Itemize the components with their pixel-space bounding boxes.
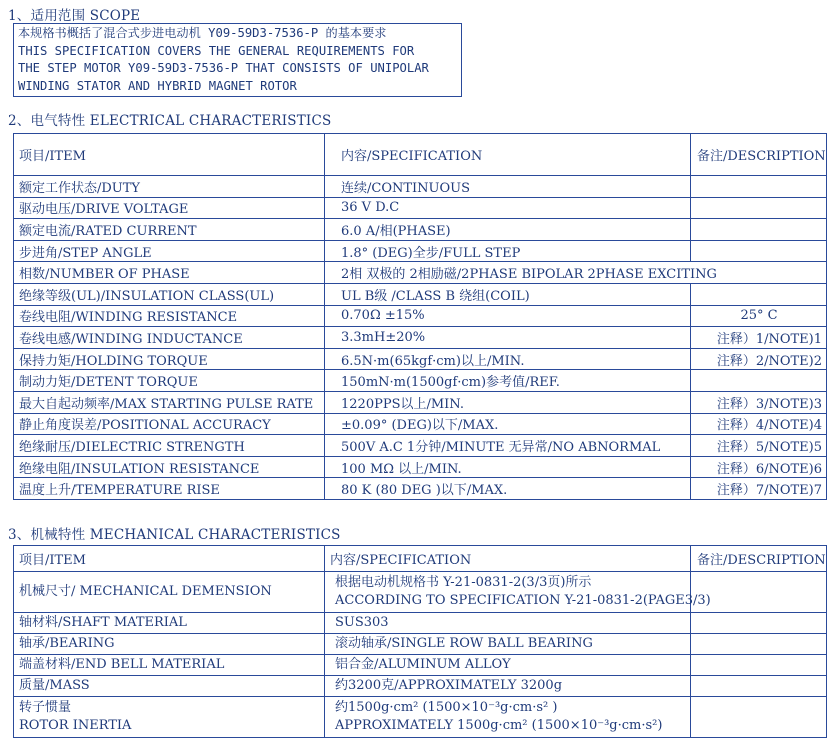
item-cell: 保持力矩/HOLDING TORQUE [14,348,325,370]
table-row [14,391,827,413]
description-cell: 注释）7/NOTE)7 [691,478,827,500]
header-description: 备注/DESCRIPTION [691,546,827,572]
table-row [14,655,827,676]
table-header-row [14,134,827,176]
item-cell: 卷线电感/WINDING INDUCTANCE [14,327,325,349]
header-spec: 内容/SPECIFICATION [325,546,691,572]
description-cell [691,613,827,634]
item-cell: 绝缘等级(UL)/INSULATION CLASS(UL) [14,283,325,305]
spec-cell: UL B级 /CLASS B 绕组(COIL) [325,283,691,305]
item-line: 转子惯量 [19,700,72,715]
table-row [14,262,827,284]
description-cell [691,240,827,262]
item-cell: 最大自起动频率/MAX STARTING PULSE RATE [14,391,325,413]
spec-cell: 1.8° (DEG)全步/FULL STEP [325,240,691,262]
spec-line: SUS303 [335,615,389,630]
item-cell: 制动力矩/DETENT TORQUE [14,370,325,392]
item-cell [14,572,325,613]
table-row [14,572,827,613]
description-cell [691,634,827,655]
description-cell [691,697,827,738]
table-row [14,697,827,738]
spec-line: 根据电动机规格书 Y-21-0831-2(3/3页)所示 [335,575,592,590]
description-cell [691,176,827,198]
spec-cell: 0.70Ω ±15% [325,305,691,327]
scope-line: THE STEP MOTOR Y09-59D3-7536-P THAT CONSISTS OF UNIPOLAR [18,61,429,76]
item-line: 机械尺寸/ MECHANICAL DEMENSION [19,584,272,599]
scope-line: WINDING STATOR AND HYBRID MAGNET ROTOR [18,78,297,93]
item-line: 轴材料/SHAFT MATERIAL [19,615,187,630]
spec-cell: ±0.09° (DEG)以下/MAX. [325,413,691,435]
description-cell [691,655,827,676]
table-row [14,370,827,392]
item-line: 端盖材料/END BELL MATERIAL [19,657,225,672]
section-3-title: 3、机械特性 MECHANICAL CHARACTERISTICS [8,527,341,543]
header-item: 项目/ITEM [14,134,325,176]
table-row [14,197,827,219]
description-cell [691,219,827,241]
item-cell: 步进角/STEP ANGLE [14,240,325,262]
description-cell [691,370,827,392]
description-cell: 注释）3/NOTE)3 [691,391,827,413]
description-cell: 注释）5/NOTE)5 [691,435,827,457]
item-cell: 驱动电压/DRIVE VOLTAGE [14,197,325,219]
table-row [14,478,827,500]
section-2-title: 2、电气特性 ELECTRICAL CHARACTERISTICS [8,113,332,129]
item-line: ROTOR INERTIA [19,718,132,733]
description-cell [691,283,827,305]
spec-cell: 连续/CONTINUOUS [325,176,691,198]
electrical-table [13,133,827,500]
item-cell [14,613,325,634]
spec-cell [325,655,691,676]
description-cell: 注释）4/NOTE)4 [691,413,827,435]
spec-cell: 80 K (80 DEG )以下/MAX. [325,478,691,500]
item-cell: 卷线电阻/WINDING RESISTANCE [14,305,325,327]
item-line: 轴承/BEARING [19,636,115,651]
spec-line: 约3200克/APPROXIMATELY 3200g [335,678,563,693]
header-spec: 内容/SPECIFICATION [325,134,691,176]
section-1-title: 1、适用范围 SCOPE [8,8,141,24]
item-cell: 额定工作状态/DUTY [14,176,325,198]
table-row [14,613,827,634]
spec-cell [325,697,691,738]
spec-cell [325,572,711,613]
spec-line: ACCORDING TO SPECIFICATION Y-21-0831-2(PAGE3/3) [335,593,711,608]
spec-cell: 3.3mH±20% [325,327,691,349]
description-cell [691,676,827,697]
table-row [14,219,827,241]
spec-cell [325,634,691,655]
spec-line: 铝合金/ALUMINUM ALLOY [335,657,511,672]
item-cell: 温度上升/TEMPERATURE RISE [14,478,325,500]
item-line: 质量/MASS [19,678,90,693]
spec-cell: 500V A.C 1分钟/MINUTE 无异常/NO ABNORMAL [325,435,691,457]
table-row [14,327,827,349]
description-cell: 注释）1/NOTE)1 [691,327,827,349]
scope-line: THIS SPECIFICATION COVERS THE GENERAL REQUIREMENTS FOR [18,43,415,58]
table-row [14,456,827,478]
table-row [14,176,827,198]
spec-cell: 1220PPS以上/MIN. [325,391,691,413]
mechanical-table [13,545,827,738]
spec-line: APPROXIMATELY 1500g·cm² (1500×10⁻³g·cm·s²) [335,718,663,733]
table-row [14,634,827,655]
description-cell: 25° C [691,305,827,327]
spec-cell: 36 V D.C [325,197,691,219]
item-cell [14,634,325,655]
header-description: 备注/DESCRIPTION [691,134,827,176]
item-cell [14,697,325,738]
spec-cell: 6.0 A/相(PHASE) [325,219,691,241]
description-cell: 注释）2/NOTE)2 [691,348,827,370]
spec-cell [325,613,691,634]
table-row [14,413,827,435]
table-row [14,240,827,262]
table-row [14,305,827,327]
table-row [14,348,827,370]
item-cell: 绝缘耐压/DIELECTRIC STRENGTH [14,435,325,457]
table-header-row [14,546,827,572]
item-cell: 额定电流/RATED CURRENT [14,219,325,241]
spec-cell [325,676,691,697]
description-cell: 注释）6/NOTE)6 [691,456,827,478]
item-cell [14,655,325,676]
spec-line: 滚动轴承/SINGLE ROW BALL BEARING [335,636,593,651]
spec-cell: 100 MΩ 以上/MIN. [325,456,691,478]
item-cell: 绝缘电阻/INSULATION RESISTANCE [14,456,325,478]
item-cell: 静止角度误差/POSITIONAL ACCURACY [14,413,325,435]
item-cell [14,676,325,697]
table-row [14,283,827,305]
spec-cell: 6.5N·m(65kgf·cm)以上/MIN. [325,348,691,370]
spec-line: 约1500g·cm² (1500×10⁻³g·cm·s² ) [335,700,558,715]
spec-cell: 2相 双极的 2相励磁/2PHASE BIPOLAR 2PHASE EXCITING [325,262,827,284]
spec-cell: 150mN·m(1500gf·cm)参考值/REF. [325,370,691,392]
scope-box [13,23,462,97]
scope-line: 本规格书概括了混合式步进电动机 Y09-59D3-7536-P 的基本要求 [18,26,387,40]
description-cell [691,197,827,219]
table-row [14,676,827,697]
header-item: 项目/ITEM [14,546,325,572]
item-cell: 相数/NUMBER OF PHASE [14,262,325,284]
table-row [14,435,827,457]
